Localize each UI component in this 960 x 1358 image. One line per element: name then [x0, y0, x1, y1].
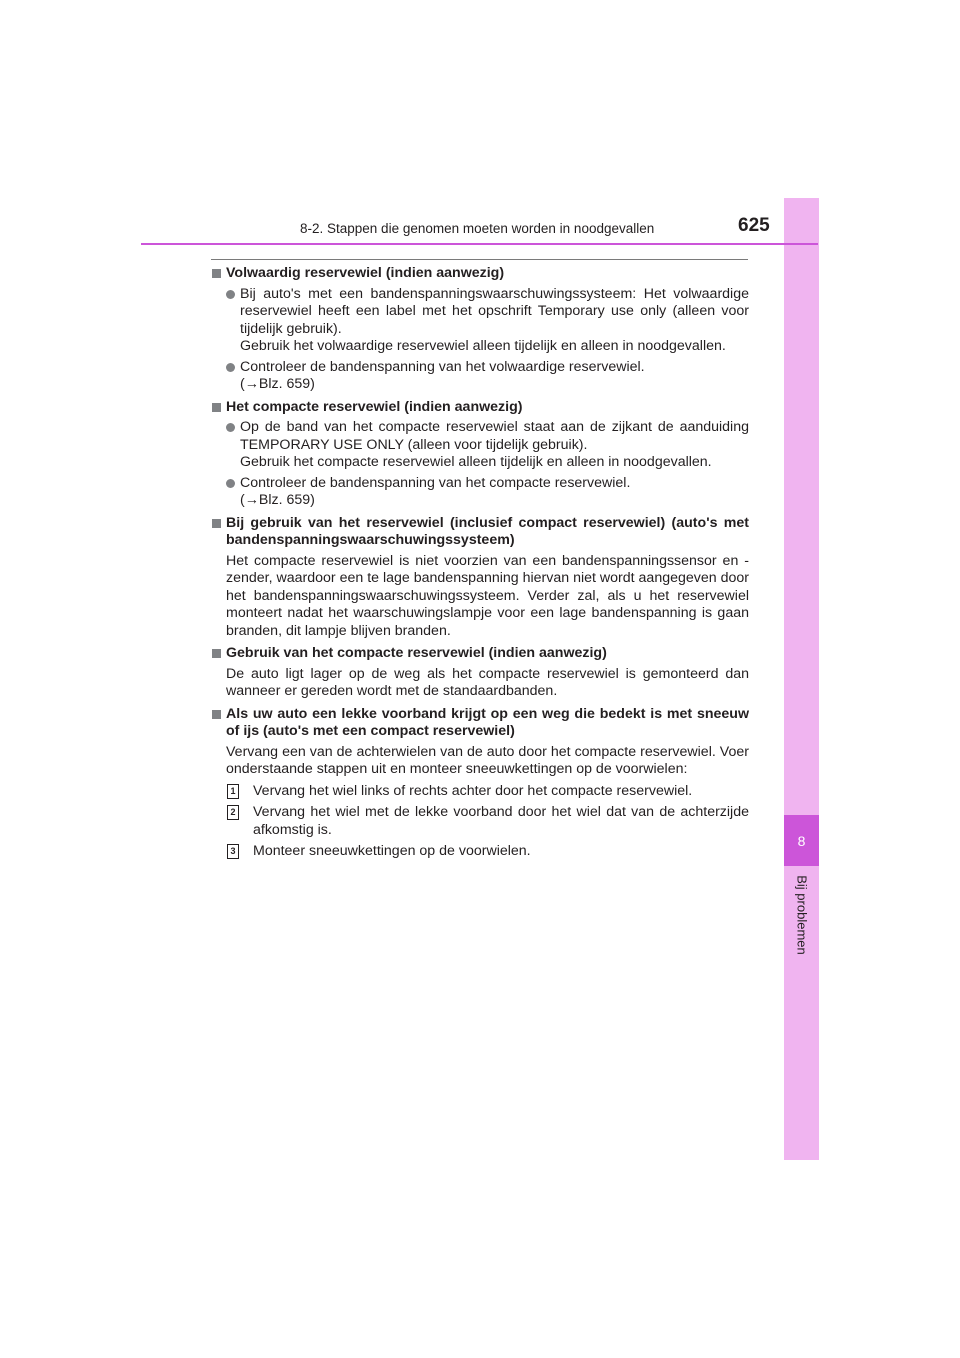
section	[212, 515, 749, 641]
round-bullet-icon	[226, 363, 235, 372]
page-content	[212, 265, 749, 861]
square-bullet-icon	[212, 269, 221, 278]
section-text: Het compacte reservewiel is niet voorzien van een bandenspanningssensor en -zender, waardoor een te lage bandenspanning hiervan niet wordt aangegeven door het bandenspanningswaarschuwingssysteem. Verder zal, als u het reservewiel monteert nadat het waarschuwingslampje voor een lage bandenspanning is gaan branden, dit lampje blijven branden.	[226, 552, 749, 639]
section-title: 8-2. Stappen die genomen moeten worden in noodgevallen	[300, 221, 655, 236]
round-bullet-icon	[226, 290, 235, 299]
section-heading: Het compacte reservewiel (indien aanwezig)	[212, 399, 749, 417]
section-heading: Bij gebruik van het reservewiel (inclusief compact reservewiel) (auto's met bandenspanningswaarschuwingssysteem)	[212, 515, 749, 550]
square-bullet-icon	[212, 649, 221, 658]
round-bullet-icon	[226, 423, 235, 432]
step-item: 3 Monteer sneeuwkettingen op de voorwielen.	[212, 843, 749, 861]
step-number: 3	[227, 844, 239, 859]
section	[212, 265, 749, 394]
step-number: 1	[227, 784, 239, 799]
list-item: Controleer de bandenspanning van het volwaardige reservewiel. (→Blz. 659)	[212, 359, 749, 394]
list-item: Controleer de bandenspanning van het compacte reservewiel. (→Blz. 659)	[212, 475, 749, 510]
section-text: De auto ligt lager op de weg als het compacte reservewiel is gemonteerd dan wanneer er gereden wordt met de standaardbanden.	[226, 665, 749, 699]
section-heading: Volwaardig reservewiel (indien aanwezig)	[212, 265, 749, 283]
section	[212, 706, 749, 861]
section	[212, 645, 749, 701]
section-text: Vervang een van de achterwielen van de auto door het compacte reservewiel. Voer onderstaande stappen uit en monteer sneeuwkettingen op de voorwielen:	[226, 743, 749, 777]
list-item: Op de band van het compacte reservewiel staat aan de zijkant de aanduiding TEMPORARY USE ONLY (alleen voor tijdelijk gebruik). Gebruik het compacte reservewiel alleen tijdelijk en alleen in noodgevallen.	[212, 419, 749, 472]
section	[212, 399, 749, 510]
round-bullet-icon	[226, 479, 235, 488]
square-bullet-icon	[212, 710, 221, 719]
step-number: 2	[227, 805, 239, 820]
section-heading: Gebruik van het compacte reservewiel (indien aanwezig)	[212, 645, 749, 663]
header-divider	[141, 243, 818, 245]
square-bullet-icon	[212, 403, 221, 412]
list-item: Bij auto's met een bandenspanningswaarschuwingssysteem: Het volwaardige reservewiel heeft een label met het opschrift Temporary use only (alleen voor tijdelijk gebruik). Gebruik het volwaardige reservewiel alleen tijdelijk en alleen in noodgevallen.	[212, 286, 749, 356]
side-tab	[784, 198, 819, 1160]
chapter-number: 8	[784, 815, 819, 866]
step-item: 2 Vervang het wiel met de lekke voorband door het wiel dat van de achterzijde afkomstig is.	[212, 804, 749, 839]
section-heading: Als uw auto een lekke voorband krijgt op een weg die bedekt is met sneeuw of ijs (auto's met een compact reservewiel)	[212, 706, 749, 741]
chapter-title: Bij problemen	[794, 875, 810, 955]
step-item: 1 Vervang het wiel links of rechts achter door het compacte reservewiel.	[212, 783, 749, 801]
content-rule	[211, 259, 748, 260]
page-number: 625	[738, 215, 770, 236]
square-bullet-icon	[212, 519, 221, 528]
